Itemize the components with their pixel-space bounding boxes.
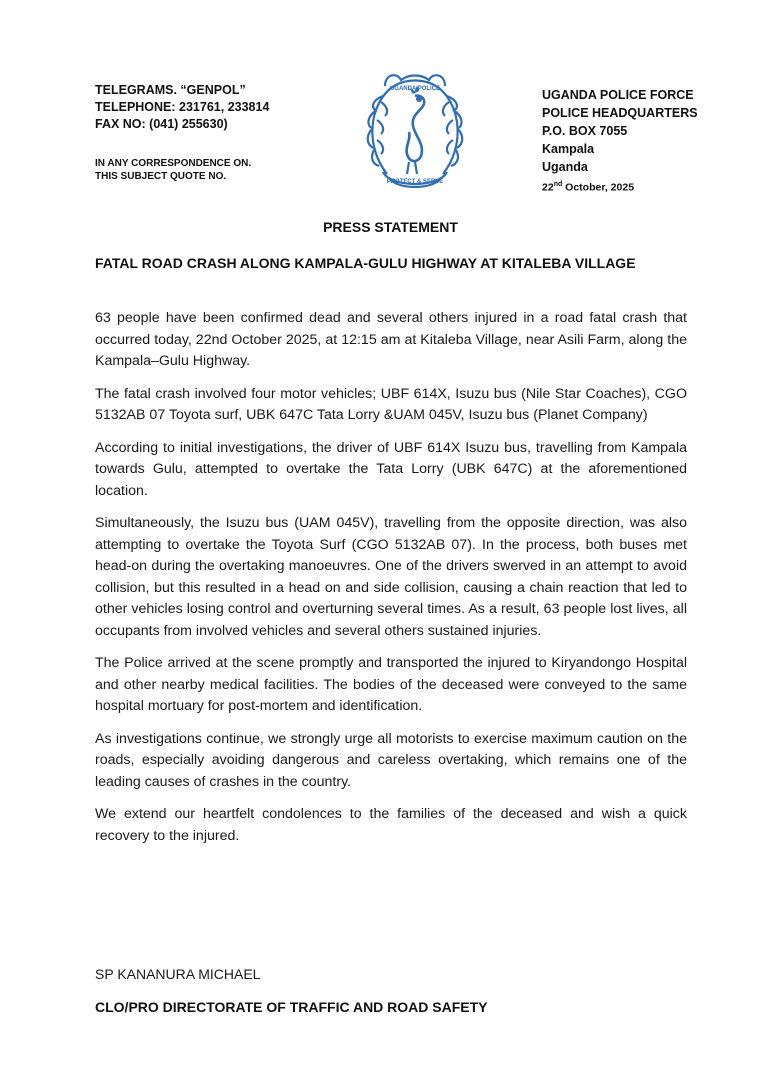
correspondence-line-2: THIS SUBJECT QUOTE NO.: [95, 171, 227, 182]
department: POLICE HEADQUARTERS: [542, 106, 698, 120]
date-month-year: October, 2025: [562, 181, 635, 194]
date-day: 22: [542, 181, 554, 194]
uganda-police-crest-icon: [361, 66, 469, 194]
fax-line: FAX NO: (041) 255630): [95, 117, 228, 131]
city: Kampala: [542, 142, 595, 156]
date-suffix: nd: [553, 181, 563, 188]
paragraph: Simultaneously, the Isuzu bus (UAM 045V), travelling from the opposite direction, was also attempting to overtake the Toyota Surf (CGO 5132AB 07). In the process, both buses met head-on during the overtaking manoeuvres. One of the drivers swerved in an attempt to avoid collision, but this resulted in a head on and side collision, causing a chain reaction that led to other vehicles losing control and overturning several times. As a result, 63 people lost lives, all occupants from involved vehicles and several others sustained injuries.: [95, 515, 687, 639]
telegrams-line: TELEGRAMS. “GENPOL”: [95, 83, 246, 97]
svg-text:PROTECT & SERVE: PROTECT & SERVE: [386, 179, 444, 185]
signatory-name: SP KANANURA MICHAEL: [95, 966, 261, 982]
correspondence-line-1: IN ANY CORRESPONDENCE ON.: [95, 158, 252, 169]
paragraph: The Police arrived at the scene promptly and transported the injured to Kiryandongo Hospital and other nearby medical facilities. The bodies of the deceased were conveyed to the same hospital mortuary for post-mortem and identification.: [95, 655, 687, 714]
letterhead-contact: [95, 82, 269, 183]
telephone-line: TELEPHONE: 231761, 233814: [95, 100, 270, 114]
org-name: UGANDA POLICE FORCE: [542, 88, 694, 102]
paragraph: 63 people have been confirmed dead and several others injured in a road fatal crash that occurred today, 22nd October 2025, at 12:15 am at Kitaleba Village, near Asili Farm, along the Kampala–Gulu Highway.: [95, 310, 687, 369]
paragraph: According to initial investigations, the driver of UBF 614X Isuzu bus, travelling from Kampala towards Gulu, attempted to overtake the Tata Lorry (UBK 647C) at the aforementioned location.: [95, 439, 687, 499]
correspondence-note: [95, 157, 269, 183]
paragraph: We extend our heartfelt condolences to the families of the deceased and wish a quick recovery to the injured.: [95, 806, 687, 844]
document-title: PRESS STATEMENT: [323, 219, 458, 235]
po-box: P.O. BOX 7055: [542, 124, 628, 138]
document-date: [542, 176, 698, 197]
signatory-title: CLO/PRO DIRECTORATE OF TRAFFIC AND ROAD SAFETY: [95, 999, 488, 1015]
letterhead-address: [542, 86, 698, 197]
paragraph: As investigations continue, we strongly urge all motorists to exercise maximum caution on the roads, especially avoiding dangerous and careless overtaking, which remains one of the leading causes of crashes in the country.: [95, 730, 687, 790]
paragraph: The fatal crash involved four motor vehicles; UBF 614X, Isuzu bus (Nile Star Coaches), CGO 5132AB 07 Toyota surf, UBK 647C Tata Lorry &UAM 045V, Isuzu bus (Planet Company): [95, 385, 687, 423]
svg-text:UGANDA POLICE: UGANDA POLICE: [389, 86, 441, 92]
document-body: [95, 308, 687, 858]
country: Uganda: [542, 160, 588, 174]
document-heading: FATAL ROAD CRASH ALONG KAMPALA-GULU HIGHWAY AT KITALEBA VILLAGE: [95, 255, 636, 271]
